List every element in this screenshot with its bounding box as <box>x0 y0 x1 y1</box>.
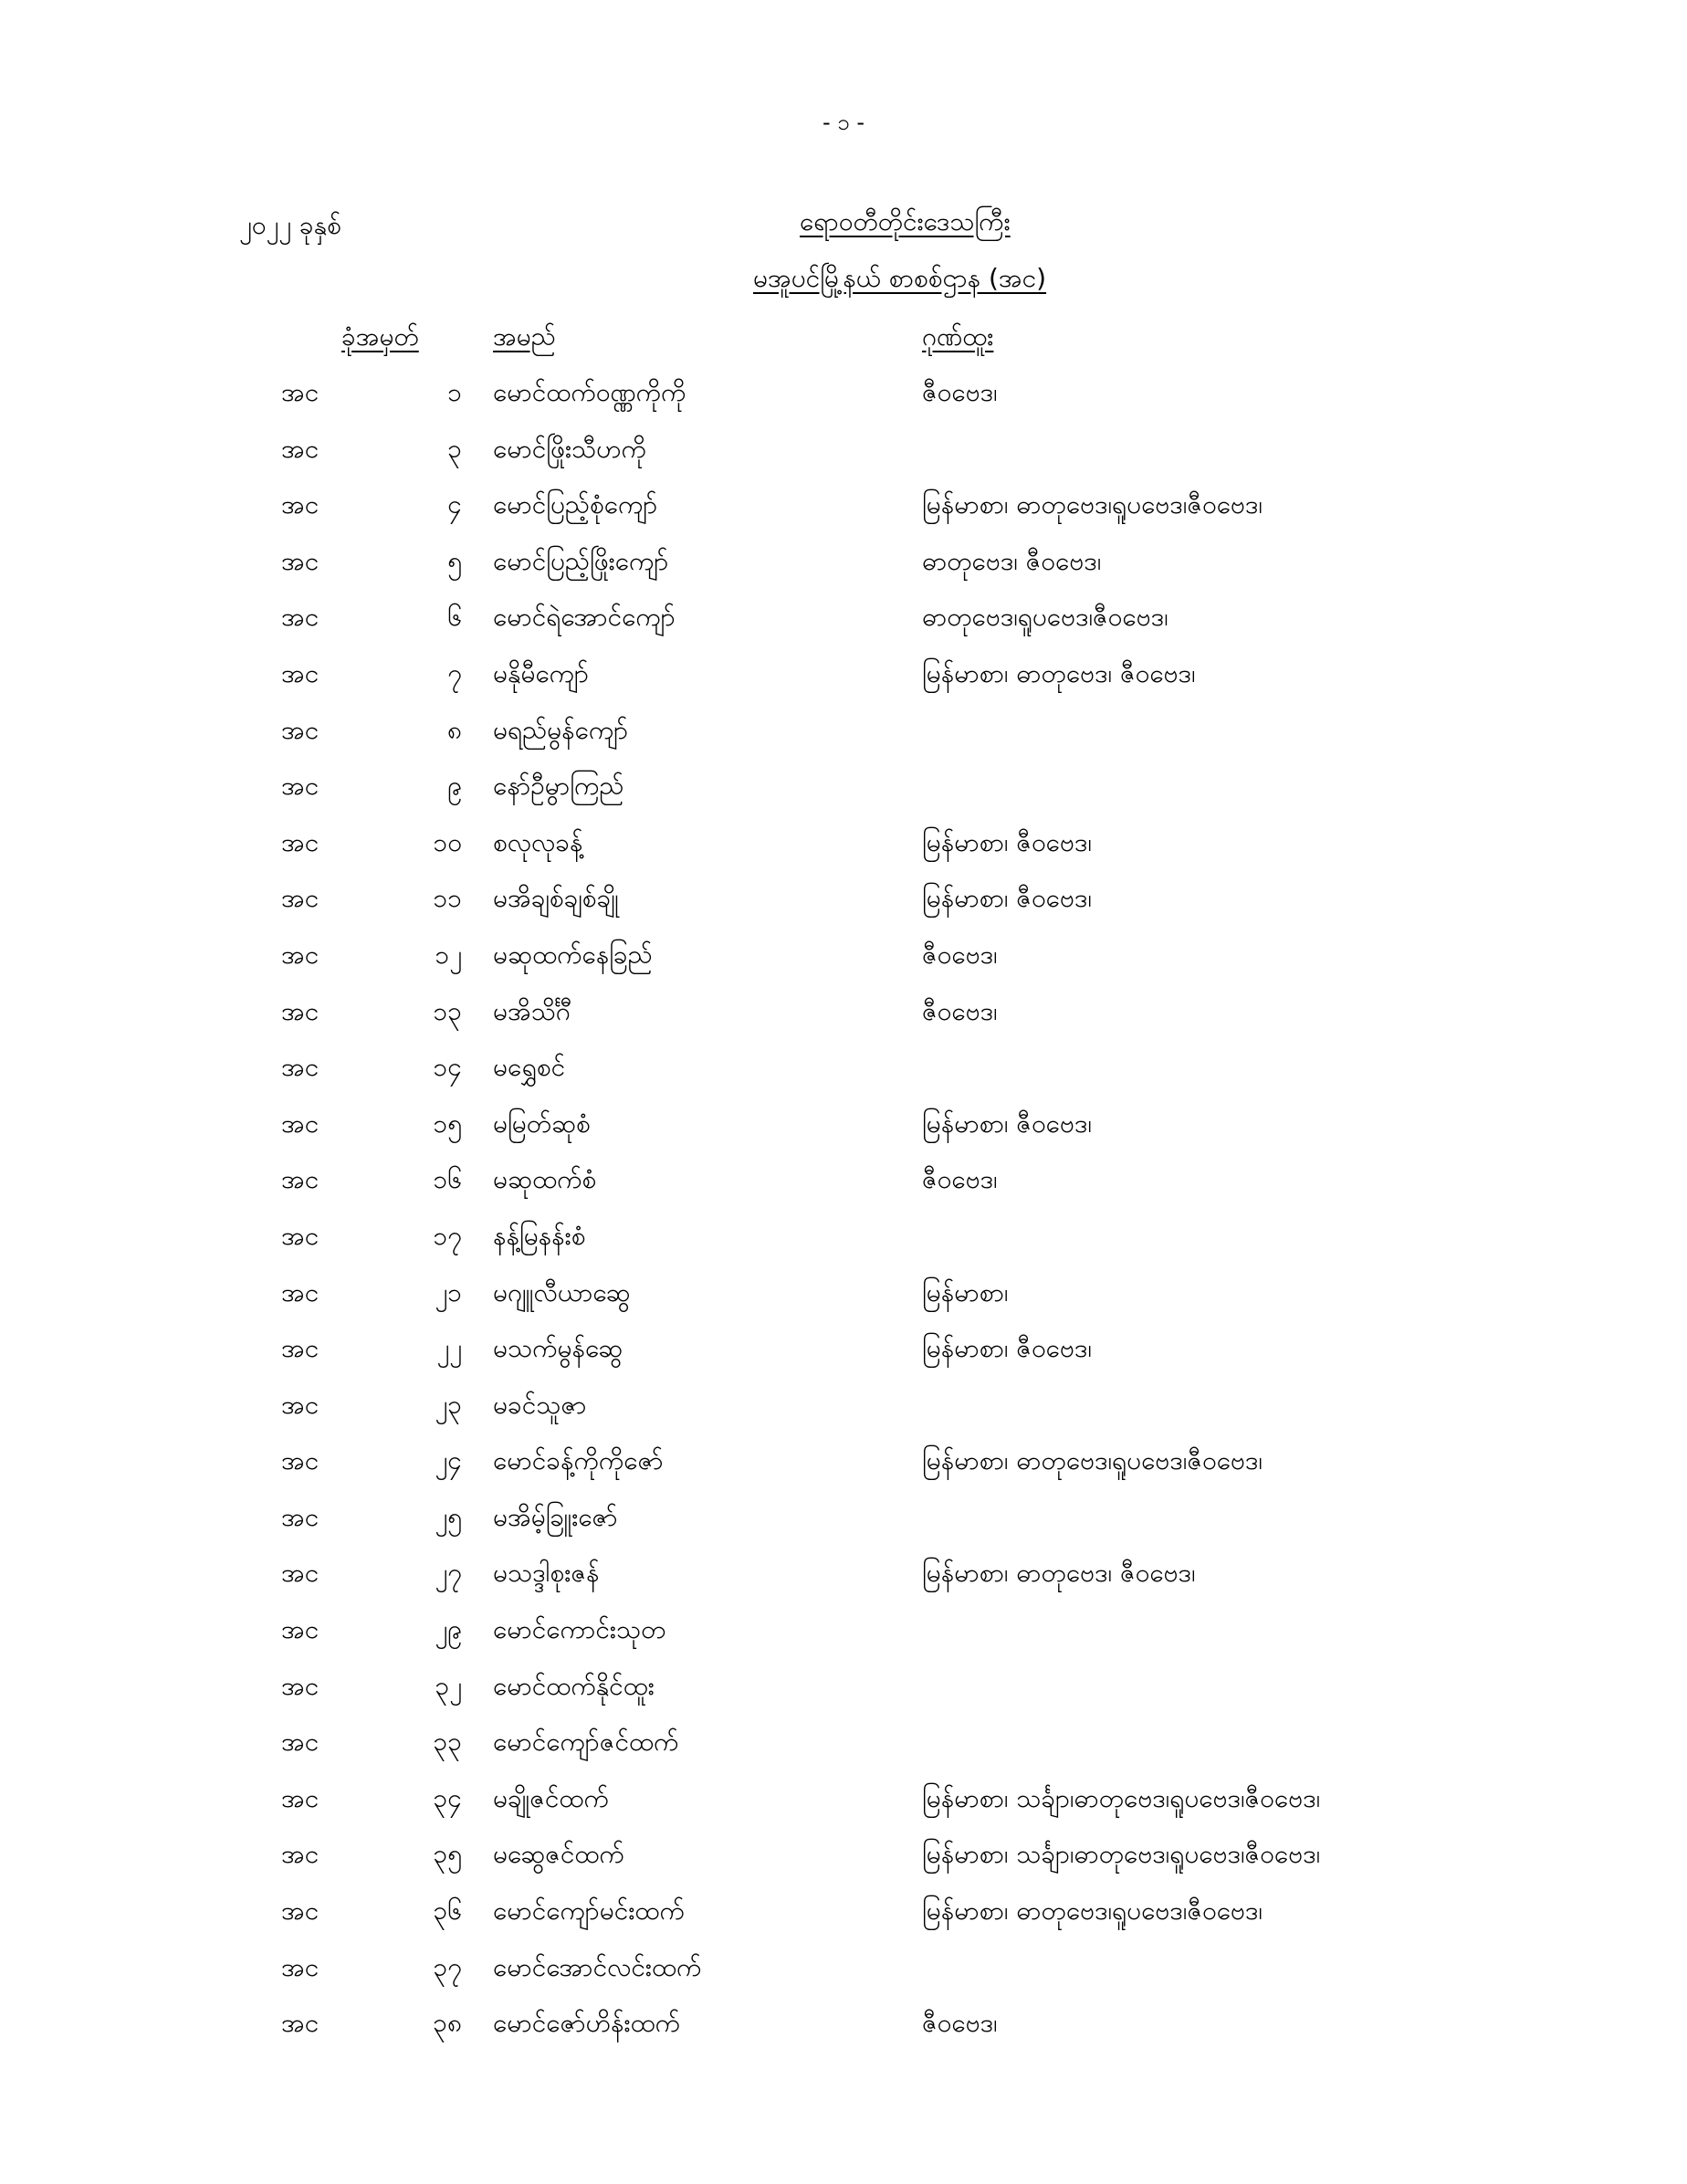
row-code: အင <box>281 1445 320 1476</box>
row-name: မအိမ့်ခြူးဇော် <box>493 1501 618 1532</box>
table-row <box>0 374 1687 431</box>
row-number: ၂၄ <box>435 1445 462 1476</box>
table-row <box>0 1387 1687 1444</box>
row-distinctions: မြန်မာစာ၊ ဓာတုဗေဒ၊ရူပဗေဒ၊ဇီဝဗေဒ၊ <box>922 1895 1263 1927</box>
row-code: အင <box>281 1895 320 1927</box>
row-name: မောင်ပြည့်စုံကျော် <box>493 489 658 520</box>
row-distinctions: ဇီဝဗေဒ၊ <box>922 939 998 970</box>
table-row <box>0 1499 1687 1556</box>
table-row <box>0 1724 1687 1780</box>
row-code: အင <box>281 1389 320 1420</box>
row-name: မသက်မွန်ဆွေ <box>493 1333 623 1364</box>
row-number: ၃၃ <box>433 1727 462 1758</box>
row-code: အင <box>281 602 320 633</box>
row-distinctions: ဓာတုဗေဒ၊ ဇီဝဗေဒ၊ <box>922 545 1102 576</box>
row-distinctions: ဇီဝဗေဒ၊ <box>922 2008 998 2039</box>
row-code: အင <box>281 1276 320 1307</box>
row-distinctions: မြန်မာစာ၊ ဇီဝဗေဒ၊ <box>922 826 1092 857</box>
row-name: မရည်မွန်ကျော် <box>493 714 629 745</box>
row-name: မောင်ခန့်ကိုကိုဇော် <box>493 1445 664 1476</box>
row-distinctions: ဇီဝဗေဒ၊ <box>922 995 998 1026</box>
document-title: ရောဝတီတိုင်းဒေသကြီး <box>800 206 1011 236</box>
row-number: ၉ <box>447 771 462 802</box>
row-name: မောင်ဇော်ဟိန်းထက် <box>493 2008 681 2039</box>
table-row <box>0 1106 1687 1162</box>
row-name: မောင်ကောင်းသုတ <box>493 1614 666 1645</box>
row-code: အင <box>281 714 320 745</box>
row-name: မချိုဇင်ထက် <box>493 1782 609 1813</box>
row-number: ၅ <box>447 545 462 576</box>
table-row <box>0 543 1687 600</box>
row-distinctions: မြန်မာစာ၊ ဓာတုဗေဒ၊ရူပဗေဒ၊ဇီဝဗေဒ၊ <box>922 489 1263 520</box>
row-code: အင <box>281 1052 320 1083</box>
header-name: အမည် <box>493 321 556 352</box>
row-code: အင <box>281 377 320 407</box>
row-code: အင <box>281 771 320 802</box>
table-row <box>0 1330 1687 1387</box>
row-name: မဆုထက်နေခြည် <box>493 939 653 970</box>
table-row <box>0 487 1687 543</box>
row-name: မောင်ကျော်မင်းထက် <box>493 1895 685 1927</box>
table-row <box>0 1668 1687 1725</box>
table-row <box>0 937 1687 993</box>
row-name: မောင်ရဲအောင်ကျော် <box>493 602 676 633</box>
table-row <box>0 2005 1687 2062</box>
row-name: မခင်သူဇာ <box>493 1389 587 1420</box>
row-distinctions: မြန်မာစာ၊ ဇီဝဗေဒ၊ <box>922 883 1092 914</box>
row-name: မသဒ္ဒါစုးဇန် <box>493 1558 600 1589</box>
row-number: ၃၈ <box>433 2008 462 2039</box>
row-code: အင <box>281 1727 320 1758</box>
table-row <box>0 599 1687 656</box>
table-row <box>0 1836 1687 1893</box>
row-name: နော်ဦမွာကြည် <box>493 771 624 802</box>
row-distinctions: မြန်မာစာ၊ သင်္ချာ၊ဓာတုဗေဒ၊ရူပဗေဒ၊ဇီဝဗေဒ၊ <box>922 1839 1321 1870</box>
table-row <box>0 1443 1687 1499</box>
row-code: အင <box>281 1951 320 1982</box>
row-code: အင <box>281 1558 320 1589</box>
row-distinctions: မြန်မာစာ၊ ဓာတုဗေဒ၊ ဇီဝဗေဒ၊ <box>922 657 1196 688</box>
header-distinctions: ဂုဏ်ထူး <box>922 321 994 352</box>
row-number: ၃၆ <box>433 1895 462 1927</box>
row-distinctions: မြန်မာစာ၊ ဇီဝဗေဒ၊ <box>922 1108 1092 1139</box>
row-code: အင <box>281 1220 320 1251</box>
row-number: ၁၄ <box>433 1052 462 1083</box>
row-code: အင <box>281 1108 320 1139</box>
table-row <box>0 993 1687 1050</box>
row-distinctions: မြန်မာစာ၊ ဓာတုဗေဒ၊ ဇီဝဗေဒ၊ <box>922 1558 1196 1589</box>
year-label: ၂၀၂၂ ခုနှစ် <box>239 210 341 240</box>
row-name: မရွှေစင် <box>493 1052 566 1083</box>
row-number: ၃၄ <box>433 1782 462 1813</box>
document-subtitle: မအူပင်မြို့နယ် စာစစ်ဌာန (အင) <box>753 263 1047 293</box>
row-distinctions: မြန်မာစာ၊ <box>922 1276 1009 1307</box>
row-name: မဆွေဇင်ထက် <box>493 1839 624 1870</box>
row-code: အင <box>281 883 320 914</box>
row-distinctions: ဇီဝဗေဒ၊ <box>922 377 998 407</box>
row-distinctions: ဇီဝဗေဒ၊ <box>922 1164 998 1195</box>
row-number: ၂၁ <box>435 1276 462 1307</box>
row-name: မောင်ထက်နိုင်ထူး <box>493 1670 655 1701</box>
row-code: အင <box>281 995 320 1026</box>
table-row <box>0 1612 1687 1668</box>
row-number: ၃၇ <box>433 1951 462 1982</box>
row-number: ၃၅ <box>433 1839 462 1870</box>
row-name: မအိချစ်ချစ်ချို <box>493 883 619 914</box>
table-row <box>0 1218 1687 1275</box>
row-code: အင <box>281 1164 320 1195</box>
table-row <box>0 431 1687 488</box>
row-number: ၂၇ <box>435 1558 462 1589</box>
table-row <box>0 656 1687 712</box>
table-row <box>0 1275 1687 1331</box>
table-row <box>0 1780 1687 1837</box>
row-code: အင <box>281 1333 320 1364</box>
results-list <box>0 374 1687 2062</box>
header-roll-number: ခုံအမှတ် <box>341 321 419 352</box>
row-number: ၂၅ <box>435 1501 462 1532</box>
row-number: ၃၂ <box>435 1670 462 1701</box>
row-number: ၁၀ <box>433 826 462 857</box>
row-code: အင <box>281 489 320 520</box>
page-number: - ၁ - <box>822 110 865 135</box>
row-code: အင <box>281 1839 320 1870</box>
row-name: မောင်ဖြိုးသီဟကို <box>493 433 646 464</box>
table-row <box>0 768 1687 824</box>
table-row <box>0 1949 1687 2006</box>
row-code: အင <box>281 939 320 970</box>
row-name: မနိုမီကျော် <box>493 657 589 688</box>
row-code: အင <box>281 1614 320 1645</box>
row-number: ၆ <box>447 602 462 633</box>
row-code: အင <box>281 1670 320 1701</box>
row-distinctions: ဓာတုဗေဒ၊ရူပဗေဒ၊ဇီဝဗေဒ၊ <box>922 602 1168 633</box>
row-number: ၈ <box>447 714 462 745</box>
row-name: နန့်မြနန်းစံ <box>493 1220 586 1251</box>
table-row <box>0 1893 1687 1949</box>
row-code: အင <box>281 1501 320 1532</box>
row-code: အင <box>281 545 320 576</box>
table-row <box>0 1555 1687 1612</box>
row-code: အင <box>281 826 320 857</box>
row-number: ၁၃ <box>433 995 462 1026</box>
row-code: အင <box>281 433 320 464</box>
row-name: မောင်ပြည့်ဖြိုးကျော် <box>493 545 669 576</box>
row-name: မအိသိင်္ဂီ <box>493 995 572 1026</box>
row-number: ၃ <box>447 433 462 464</box>
table-row <box>0 1161 1687 1218</box>
row-name: မဂျူလီယာဆွေ <box>493 1276 631 1307</box>
row-distinctions: မြန်မာစာ၊ ဇီဝဗေဒ၊ <box>922 1333 1092 1364</box>
table-row <box>0 824 1687 881</box>
row-number: ၁၁ <box>433 883 462 914</box>
row-name: မောင်ကျော်ဇင်ထက် <box>493 1727 679 1758</box>
row-number: ၁၂ <box>435 939 462 970</box>
row-distinctions: မြန်မာစာ၊ သင်္ချာ၊ဓာတုဗေဒ၊ရူပဗေဒ၊ဇီဝဗေဒ၊ <box>922 1782 1321 1813</box>
row-number: ၂၃ <box>435 1389 462 1420</box>
row-number: ၁၅ <box>433 1108 462 1139</box>
row-name: မမြတ်ဆုစံ <box>493 1108 591 1139</box>
row-name: မောင်ထက်ဝဏ္ဏကိုကို <box>493 377 686 407</box>
table-row <box>0 1049 1687 1106</box>
row-code: အင <box>281 2008 320 2039</box>
row-number: ၁ <box>447 377 462 407</box>
row-code: အင <box>281 657 320 688</box>
row-name: စလုလုခန့် <box>493 826 583 857</box>
row-name: မောင်အောင်လင်းထက် <box>493 1951 702 1982</box>
row-name: မဆုထက်စံ <box>493 1164 597 1195</box>
row-number: ၇ <box>447 657 462 688</box>
row-number: ၁၇ <box>433 1220 462 1251</box>
table-row <box>0 880 1687 937</box>
row-number: ၂၉ <box>435 1614 462 1645</box>
row-distinctions: မြန်မာစာ၊ ဓာတုဗေဒ၊ရူပဗေဒ၊ဇီဝဗေဒ၊ <box>922 1445 1263 1476</box>
row-number: ၂၂ <box>436 1333 462 1364</box>
row-number: ၄ <box>447 489 462 520</box>
row-number: ၁၆ <box>433 1164 462 1195</box>
table-row <box>0 712 1687 769</box>
row-code: အင <box>281 1782 320 1813</box>
